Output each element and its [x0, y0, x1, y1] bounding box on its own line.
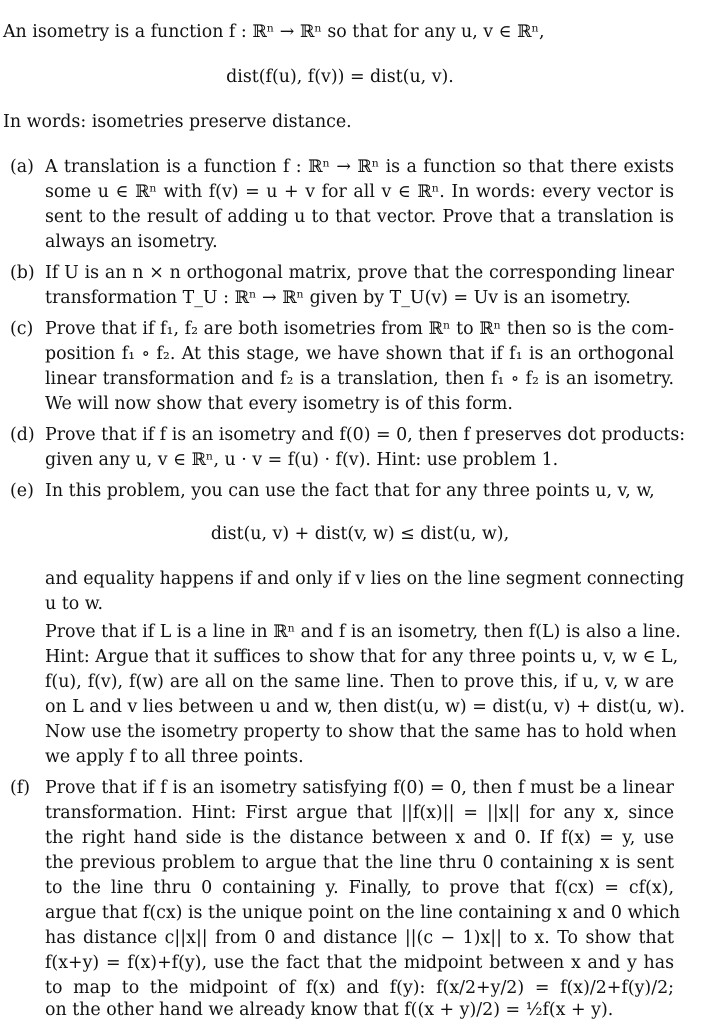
item-e-after-1: and equality happens if and only if v lies on the line segment connecting [45, 569, 685, 589]
item-a-line-3: sent to the result of adding u to that vector. Prove that a translation is [45, 207, 674, 227]
item-e-line-1: In this problem, you can use the fact that for any three points u, v, w, [45, 481, 655, 501]
item-b-label: (b) [10, 263, 35, 283]
item-a-line-2: some u ∈ ℝⁿ with f(v) = u + v for all v ∈ ℝⁿ. In words: every vector is [45, 182, 674, 202]
item-f-line-8: f(x+y) = f(x)+f(y), use the fact that the midpoint between x and y has [45, 953, 674, 973]
item-e-after-2: u to w. [45, 594, 104, 614]
item-f-line-5: to the line thru 0 containing y. Finally, to prove that f(cx) = cf(x), [45, 878, 674, 898]
item-b-line-2: transformation T_U : ℝⁿ → ℝⁿ given by T_U(v) = Uv is an isometry. [45, 288, 631, 308]
item-d-label: (d) [10, 425, 35, 445]
item-e-para2-5: Now use the isometry property to show that the same has to hold when [45, 722, 677, 742]
item-f-line-10: on the other hand we already know that f((x + y)/2) = ½f(x + y). [45, 1000, 614, 1020]
item-e-equation: dist(u, v) + dist(v, w) ≤ dist(u, w), [210, 524, 510, 544]
item-e-label: (e) [10, 481, 34, 501]
item-f-line-6: argue that f(cx) is the unique point on the line containing x and 0 which [45, 903, 681, 923]
item-d-line-1: Prove that if f is an isometry and f(0) = 0, then f preserves dot products: [45, 425, 686, 445]
item-c-line-2: position f₁ ∘ f₂. At this stage, we have shown that if f₁ is an orthogonal [45, 344, 674, 364]
item-c-line-4: We will now show that every isometry is of this form. [45, 394, 513, 414]
item-e-para2-4: on L and v lies between u and w, then dist(u, w) = dist(u, v) + dist(u, w). [45, 697, 686, 717]
item-f-line-9: to map to the midpoint of f(x) and f(y): f(x/2+y/2) = f(x)/2+f(y)/2; [45, 978, 674, 998]
item-c-line-1: Prove that if f₁, f₂ are both isometries from ℝⁿ to ℝⁿ then so is the com- [45, 319, 674, 339]
item-a-line-1: A translation is a function f : ℝⁿ → ℝⁿ is a function so that there exists [45, 157, 674, 177]
intro-definition: An isometry is a function f : ℝⁿ → ℝⁿ so that for any u, v ∈ ℝⁿ, [3, 22, 545, 42]
intro-equation: dist(f(u), f(v)) = dist(u, v). [226, 67, 454, 87]
item-e-para2-6: we apply f to all three points. [45, 747, 304, 767]
item-e-para2-3: f(u), f(v), f(w) are all on the same line. Then to prove this, if u, v, w are [45, 672, 674, 692]
item-f-line-7: has distance c||x|| from 0 and distance ||(c − 1)x|| to x. To show that [45, 928, 674, 948]
item-e-para2-2: Hint: Argue that it suffices to show that for any three points u, v, w ∈ L, [45, 647, 679, 667]
item-f-line-4: the previous problem to argue that the line thru 0 containing x is sent [45, 853, 674, 873]
item-d-line-2: given any u, v ∈ ℝⁿ, u · v = f(u) · f(v). Hint: use problem 1. [45, 450, 559, 470]
item-f-line-1: Prove that if f is an isometry satisfying f(0) = 0, then f must be a linear [45, 778, 674, 798]
item-a-label: (a) [10, 157, 34, 177]
item-b-line-1: If U is an n × n orthogonal matrix, prove that the corresponding linear [45, 263, 674, 283]
item-f-line-2: transformation. Hint: First argue that ||f(x)|| = ||x|| for any x, since [45, 803, 674, 823]
item-e-para2-1: Prove that if L is a line in ℝⁿ and f is an isometry, then f(L) is also a line. [45, 622, 681, 642]
intro-summary: In words: isometries preserve distance. [3, 112, 352, 132]
item-a-line-4: always an isometry. [45, 232, 218, 252]
item-c-line-3: linear transformation and f₂ is a translation, then f₁ ∘ f₂ is an isometry. [45, 369, 674, 389]
item-f-line-3: the right hand side is the distance between x and 0. If f(x) = y, use [45, 828, 674, 848]
item-c-label: (c) [10, 319, 34, 339]
item-f-label: (f) [10, 778, 31, 798]
